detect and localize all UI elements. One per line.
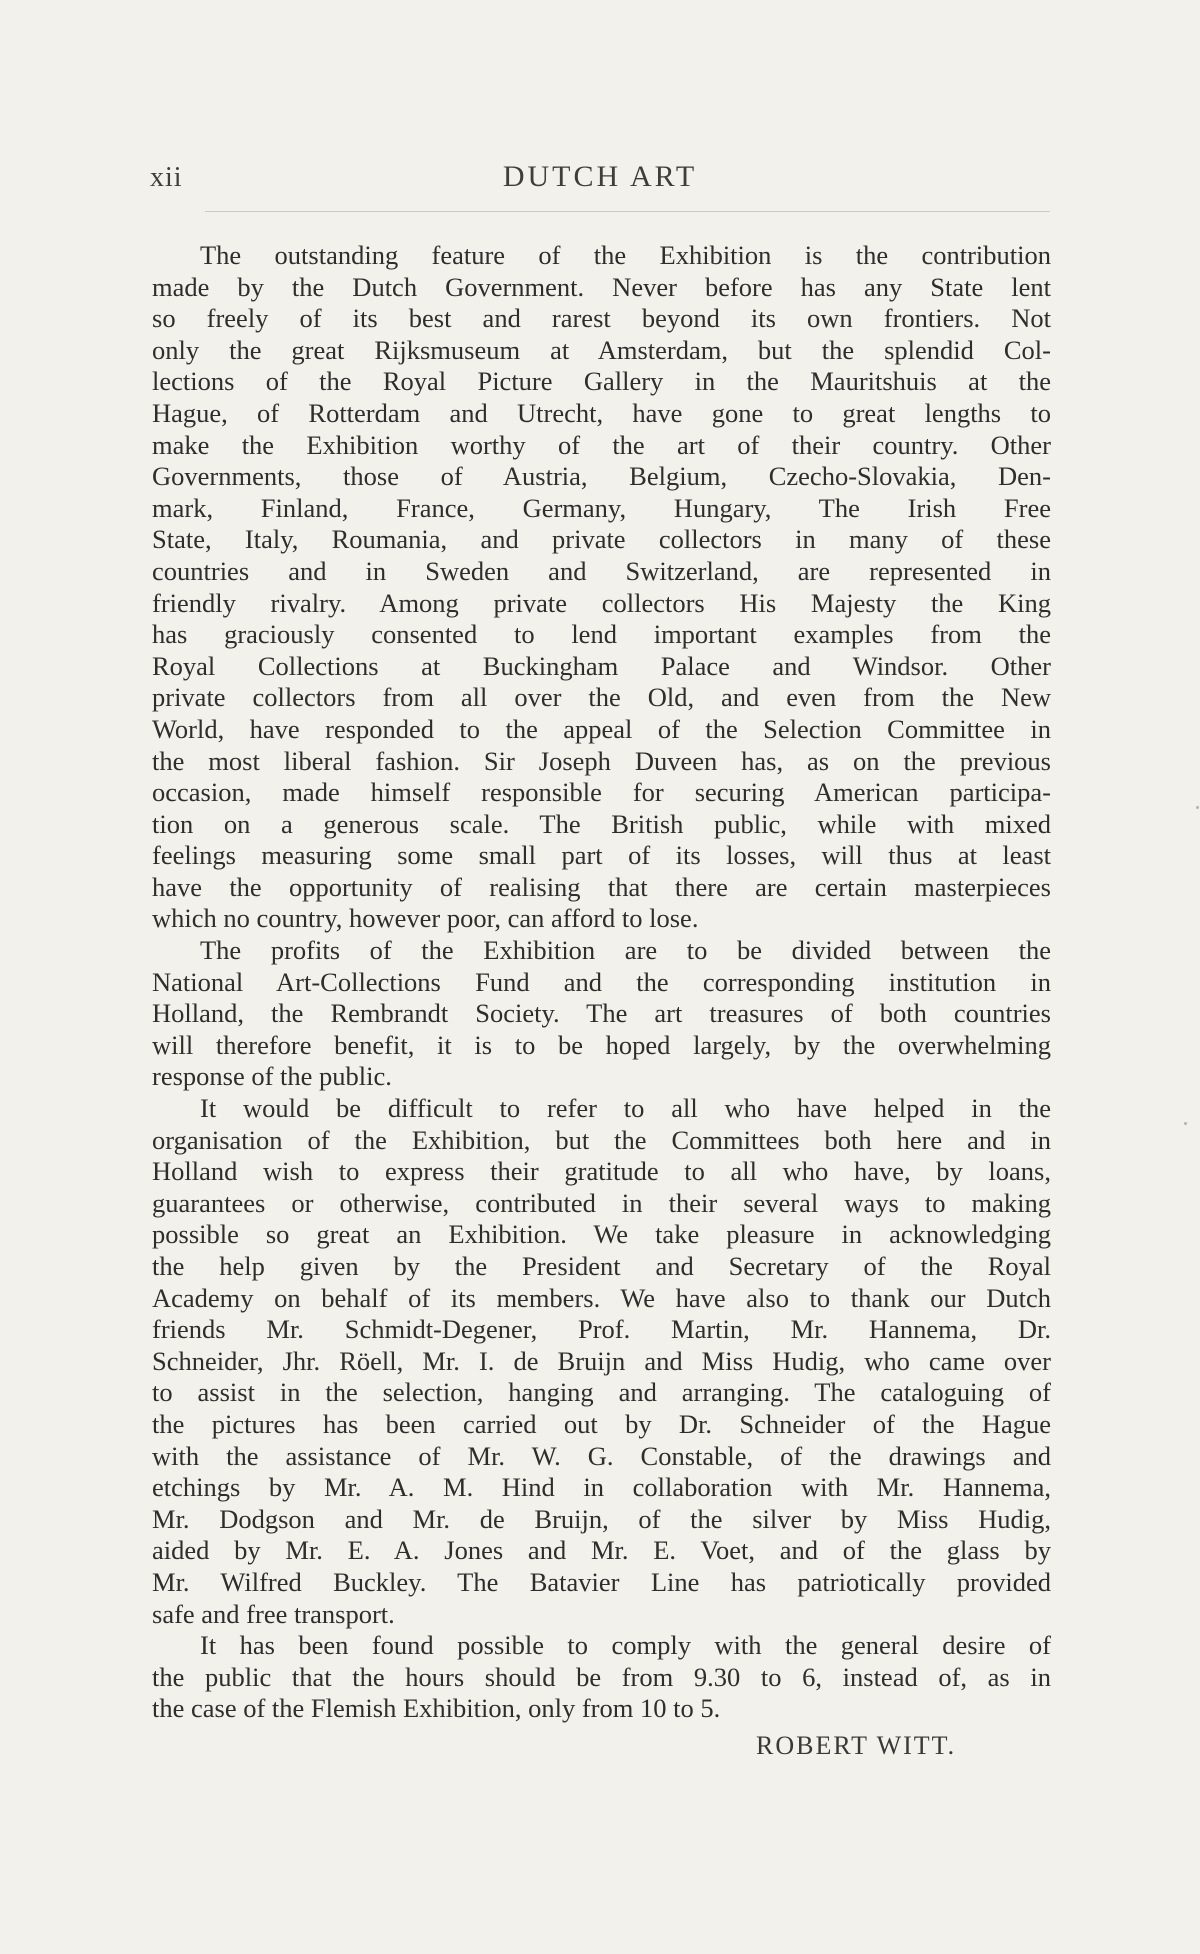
text-line: Hague, of Rotterdam and Utrecht, have gone to great lengths to <box>152 397 1051 428</box>
body-text <box>152 240 1051 1725</box>
text-line: organisation of the Exhibition, but the Committees both here and in <box>152 1124 1051 1155</box>
running-head <box>150 160 1050 200</box>
text-line: with the assistance of Mr. W. G. Constable, of the drawings and <box>152 1440 1051 1471</box>
text-line: occasion, made himself responsible for securing American participa- <box>152 777 1051 808</box>
paragraph <box>152 1630 1051 1725</box>
text-line: only the great Rijksmuseum at Amsterdam, but the splendid Col- <box>152 334 1051 365</box>
text-line: etchings by Mr. A. M. Hind in collaboration with Mr. Hannema, <box>152 1472 1051 1503</box>
page-number: xii <box>150 162 183 193</box>
text-line: State, Italy, Roumania, and private collectors in many of these <box>152 524 1051 555</box>
text-line: the help given by the President and Secretary of the Royal <box>152 1251 1051 1281</box>
text-line: private collectors from all over the Old, and even from the New <box>152 682 1051 713</box>
text-line: Mr. Wilfred Buckley. The Batavier Line has patriotically provided <box>152 1566 1051 1597</box>
text-line: Academy on behalf of its members. We have also to thank our Dutch <box>152 1282 1051 1313</box>
text-line: friends Mr. Schmidt-Degener, Prof. Martin, Mr. Hannema, Dr. <box>152 1314 1051 1345</box>
text-line: Governments, those of Austria, Belgium, Czecho-Slovakia, Den- <box>152 461 1051 492</box>
text-line: made by the Dutch Government. Never before has any State lent <box>152 271 1051 302</box>
text-line: so freely of its best and rarest beyond its own frontiers. Not <box>152 303 1051 334</box>
text-line: tion on a generous scale. The British public, while with mixed <box>152 808 1051 839</box>
text-line: aided by Mr. E. A. Jones and Mr. E. Voet, and of the glass by <box>152 1535 1051 1566</box>
text-line: have the opportunity of realising that there are certain masterpieces <box>152 871 1051 902</box>
text-line: Mr. Dodgson and Mr. de Bruijn, of the silver by Miss Hudig, <box>152 1503 1051 1534</box>
text-line: It has been found possible to comply with the general desire of <box>200 1630 1051 1661</box>
paragraph <box>152 1093 1051 1630</box>
text-line: the most liberal fashion. Sir Joseph Duveen has, as on the previous <box>152 745 1051 776</box>
text-line: Holland wish to express their gratitude to all who have, by loans, <box>152 1156 1051 1187</box>
text-line: Holland, the Rembrandt Society. The art treasures of both countries <box>152 998 1051 1029</box>
paragraph <box>152 240 1051 935</box>
text-line: The profits of the Exhibition are to be divided between the <box>200 935 1051 966</box>
text-line: World, have responded to the appeal of the Selection Committee in <box>152 713 1051 744</box>
text-line: has graciously consented to lend important examples from the <box>152 619 1051 650</box>
text-line: Schneider, Jhr. Röell, Mr. I. de Bruijn and Miss Hudig, who came over <box>152 1345 1051 1376</box>
text-line: lections of the Royal Picture Gallery in the Mauritshuis at the <box>152 366 1051 397</box>
paper-speck <box>1196 806 1199 809</box>
text-line: safe and free transport. <box>152 1598 395 1629</box>
text-line: which no country, however poor, can afford to lose. <box>152 903 699 934</box>
text-line: Royal Collections at Buckingham Palace and Windsor. Other <box>152 650 1051 681</box>
text-line: National Art-Collections Fund and the corresponding institution in <box>152 966 1051 997</box>
text-line: the pictures has been carried out by Dr. Schneider of the Hague <box>152 1408 1051 1439</box>
text-line: countries and in Sweden and Switzerland, are represented in <box>152 555 1051 586</box>
paper-speck <box>1184 1122 1187 1125</box>
text-line: guarantees or otherwise, contributed in their several ways to making <box>152 1187 1051 1218</box>
running-title: DUTCH ART <box>502 160 698 193</box>
text-line: possible so great an Exhibition. We take pleasure in acknowledging <box>152 1219 1051 1250</box>
text-line: friendly rivalry. Among private collectors His Majesty the King <box>152 587 1051 618</box>
text-line: response of the public. <box>152 1061 392 1092</box>
signature: ROBERT WITT. <box>756 1731 957 1760</box>
text-line: will therefore benefit, it is to be hoped largely, by the overwhelming <box>152 1029 1051 1060</box>
header-rule <box>205 211 1050 212</box>
text-line: the case of the Flemish Exhibition, only from 10 to 5. <box>152 1693 721 1724</box>
text-line: the public that the hours should be from 9.30 to 6, instead of, as in <box>152 1661 1051 1692</box>
paragraph <box>152 935 1051 1093</box>
text-line: feelings measuring some small part of its losses, will thus at least <box>152 840 1051 871</box>
text-line: to assist in the selection, hanging and arranging. The cataloguing of <box>152 1377 1051 1408</box>
text-line: mark, Finland, France, Germany, Hungary, The Irish Free <box>152 492 1051 523</box>
text-line: The outstanding feature of the Exhibition is the contribution <box>200 240 1051 270</box>
text-line: It would be difficult to refer to all who have helped in the <box>200 1093 1051 1124</box>
text-line: make the Exhibition worthy of the art of their country. Other <box>152 429 1051 460</box>
